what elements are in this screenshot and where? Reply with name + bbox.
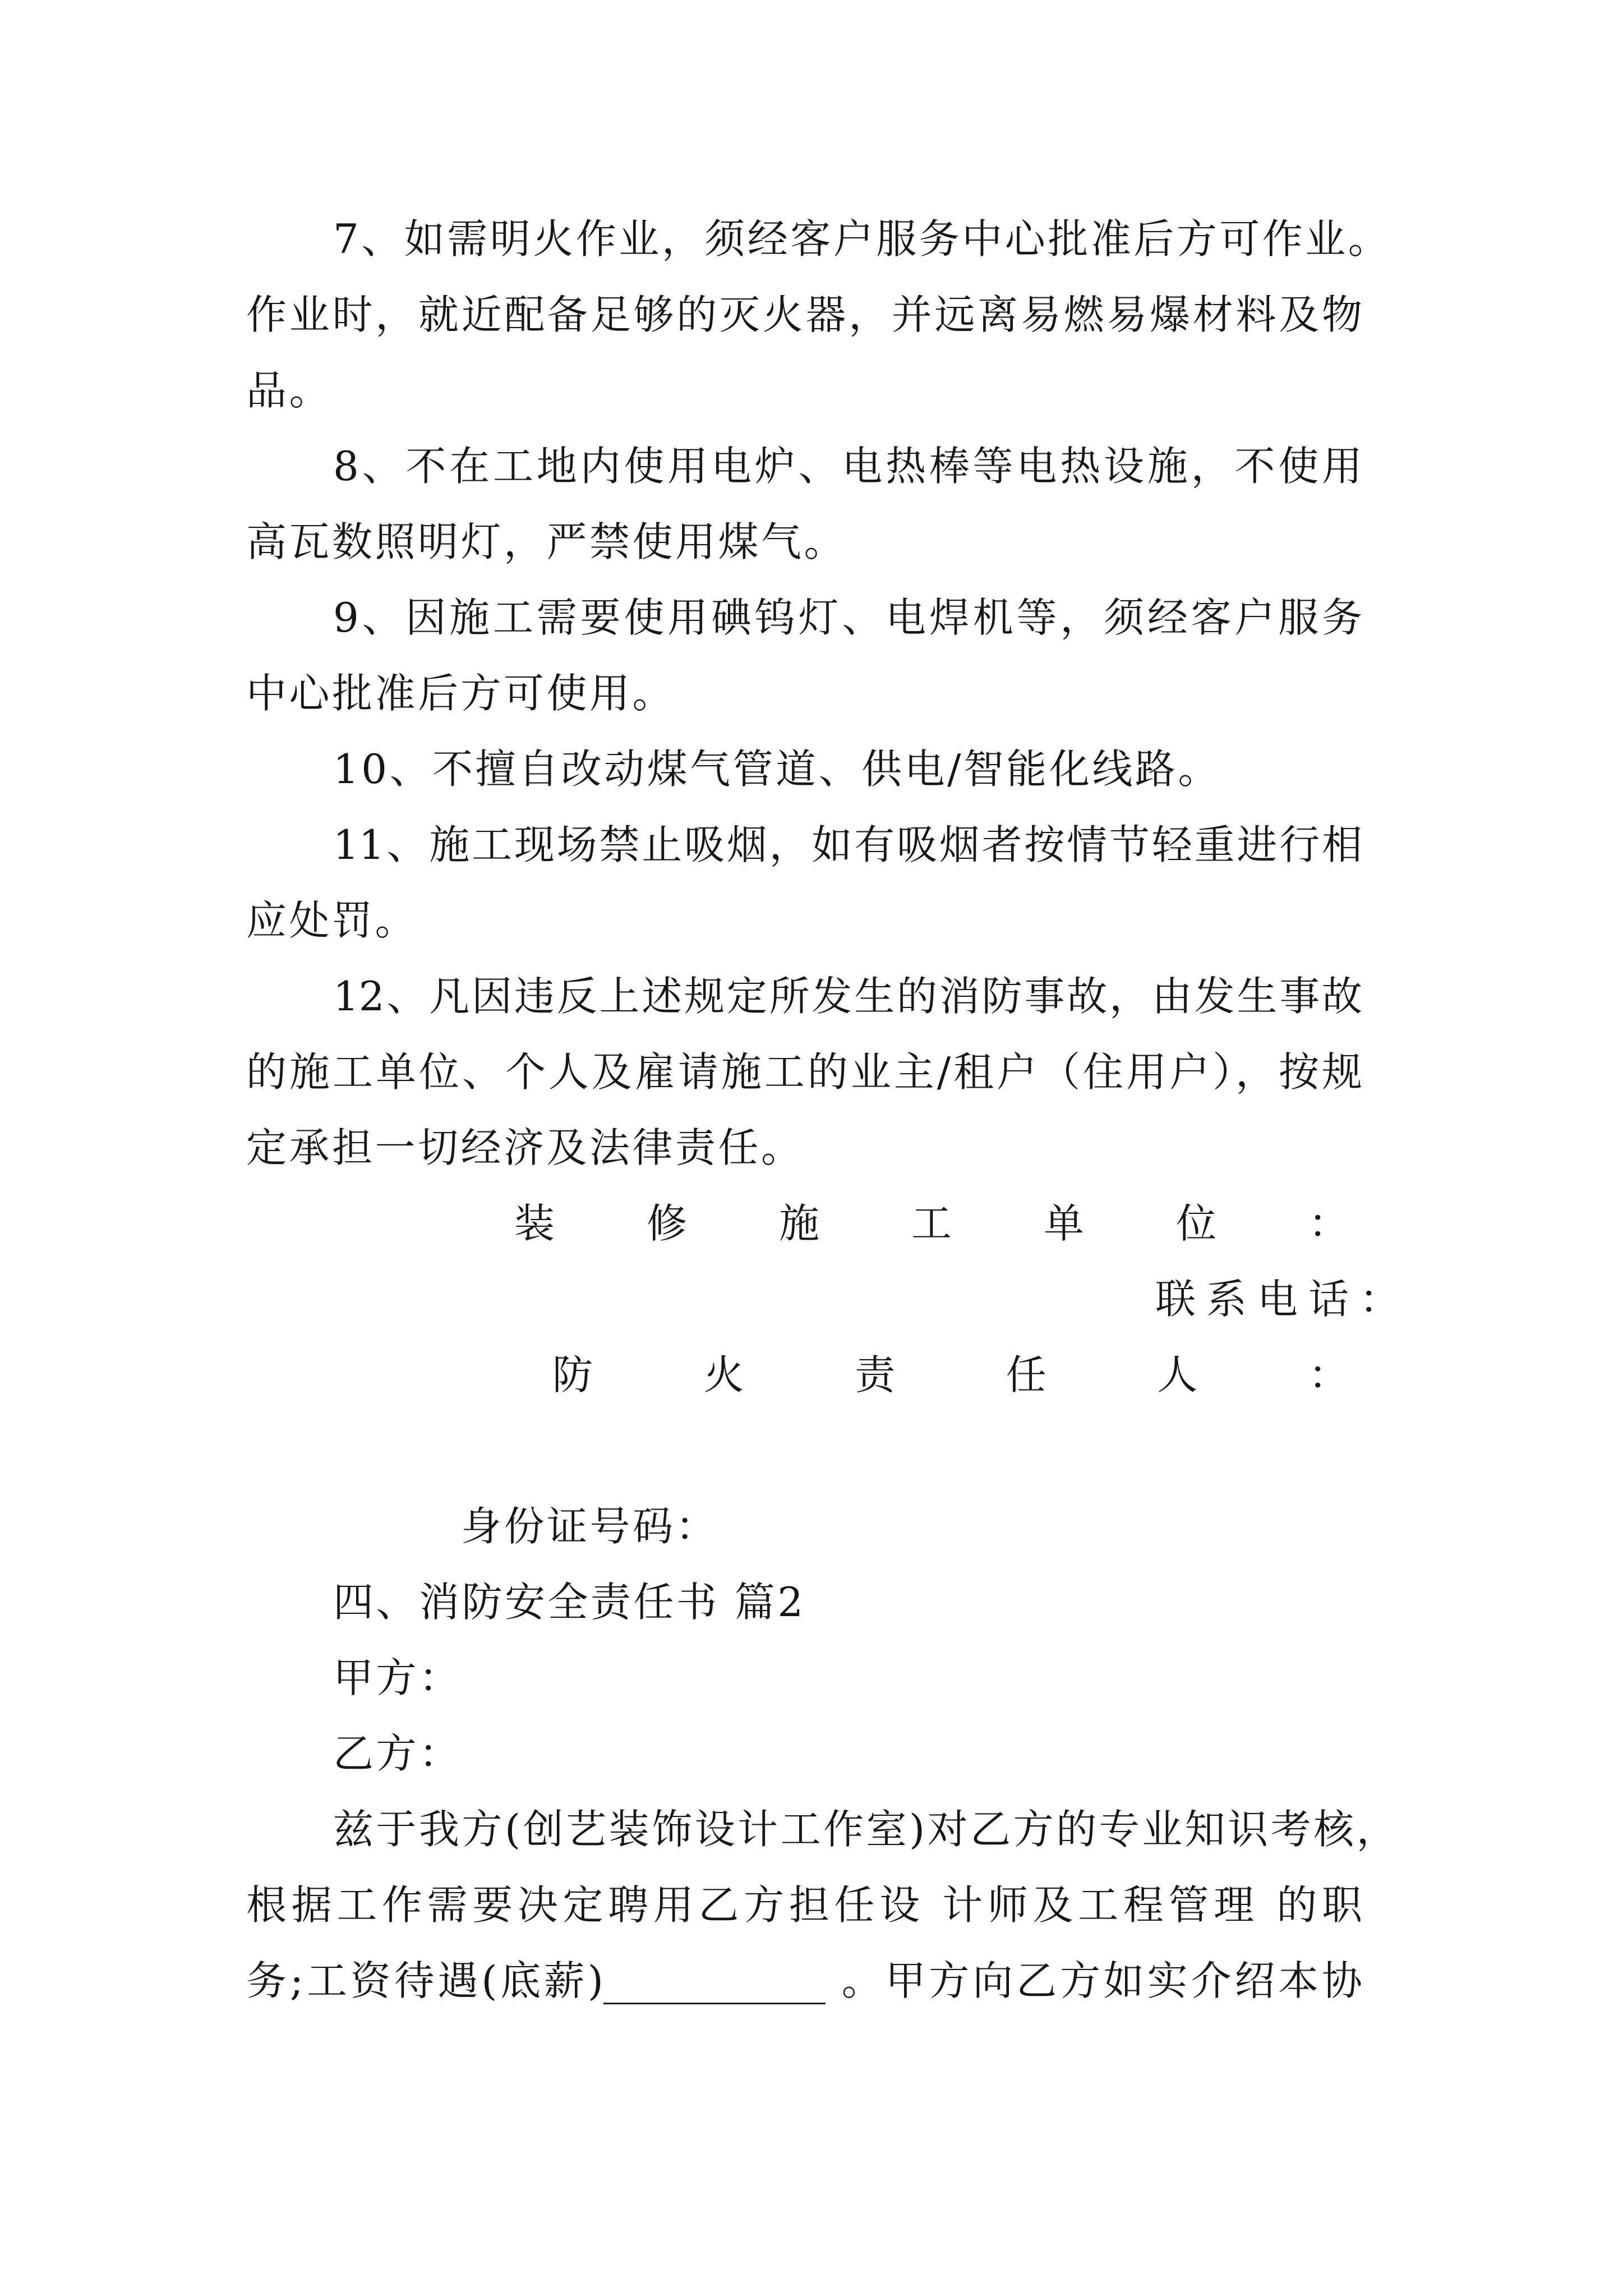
rule-item: [0, 731, 1623, 807]
rule-line: 应处罚。: [246, 897, 418, 944]
agreement-line: 兹于我方(创艺装饰设计工作室)对乙方的专业知识考核，: [333, 1806, 1400, 1853]
rule-line: 9、因施工需要使用碘钨灯、电焊机等，须经客户服务: [333, 594, 1362, 641]
rule-line: 11、施工现场禁止吸烟，如有吸烟者按情节轻重进行相: [333, 821, 1362, 868]
rule-line: 品。: [246, 367, 333, 414]
rule-item: [0, 807, 1623, 959]
rule-line: 12、凡因违反上述规定所发生的消防事故，由发生事故: [333, 973, 1362, 1020]
agreement-line: 务;工资待遇(底薪)___________ 。甲方向乙方如实介绍本协: [246, 1957, 1362, 2004]
rule-line: 作业时，就近配备足够的灭火器，并远离易燃易爆材料及物: [246, 291, 1362, 338]
rule-item: [0, 201, 1623, 429]
construction-unit-label: 装 修 施 工 单 位 ：: [514, 1200, 1349, 1247]
rule-line: 7、如需明火作业，须经客户服务中心批准后方可作业。: [333, 215, 1391, 263]
signature-block: [0, 1186, 1623, 1565]
rule-line: 的施工单位、个人及雇请施工的业主/租户（住用户），按规: [246, 1048, 1362, 1096]
rule-line: 8、不在工地内使用电炉、电热棒等电热设施，不使用: [333, 443, 1362, 490]
document-body: [0, 201, 1623, 2019]
blank-line: [0, 1413, 1623, 1489]
agreement-section: [0, 1565, 1623, 2019]
rule-item: [0, 959, 1623, 1186]
contact-phone-label: 联系电话：: [1155, 1276, 1411, 1323]
rule-item: [0, 580, 1623, 731]
rule-line: 中心批准后方可使用。: [246, 670, 676, 717]
rule-line: 10、不擅自改动煤气管道、供电/智能化线路。: [333, 746, 1221, 793]
rule-line: 定承担一切经济及法律责任。: [246, 1124, 804, 1171]
rule-item: [0, 429, 1623, 580]
id-number-label: 身份证号码：: [461, 1503, 719, 1550]
rule-line: 高瓦数照明灯，严禁使用煤气。: [246, 518, 847, 565]
section-heading: 四、消防安全责任书 篇2: [333, 1579, 806, 1626]
party-b-label: 乙方：: [333, 1730, 462, 1777]
agreement-line: 根据工作需要决定聘用乙方担任设 计师及工程管理 的职: [246, 1881, 1362, 1929]
fire-responsible-person-label: 防 火 责 任 人 ：: [552, 1351, 1349, 1398]
party-a-label: 甲方：: [333, 1654, 462, 1701]
